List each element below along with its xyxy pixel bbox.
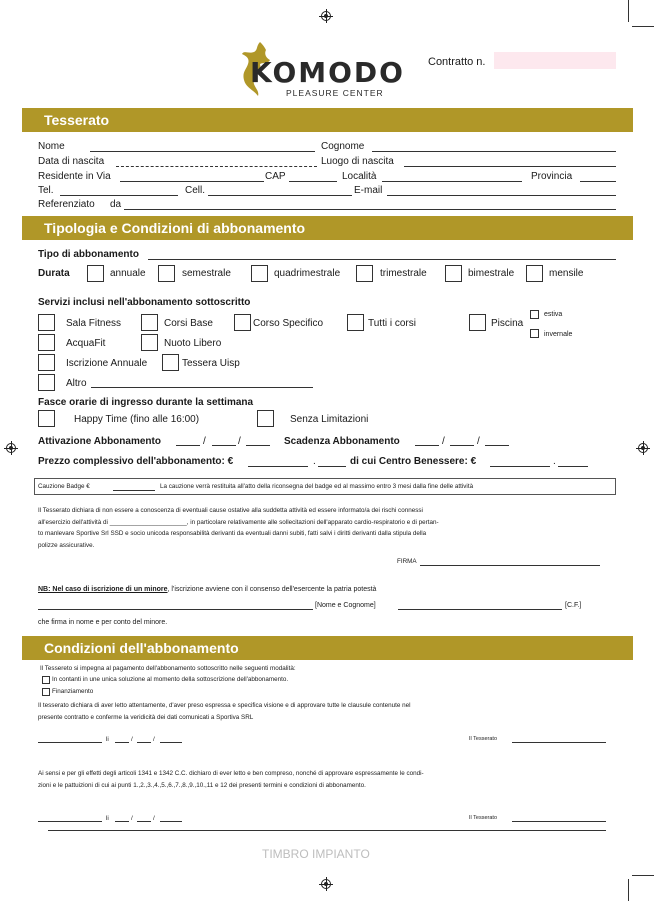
- checkbox-iscrizione-annuale[interactable]: [38, 354, 55, 371]
- prezzo-euro-field[interactable]: [248, 466, 308, 467]
- date-separator: /: [238, 436, 241, 447]
- date-separator: /: [131, 815, 133, 822]
- cauzione-text: La cauzione verrà restituita all'atto della riconsegna del badge ed al massimo entro 3 mesi dalla fine delle attività: [160, 483, 474, 490]
- cell-label: Cell.: [185, 185, 206, 196]
- residente-label: Residente in Via: [38, 171, 111, 182]
- tel-label: Tel.: [38, 185, 54, 196]
- declaration-line: all'esercizio dell'attività di ______________________, in particolare relativamente alle sollecitazioni dell'apparato cardio-respiratorio e di pertan-: [38, 518, 439, 526]
- date-year-1[interactable]: [160, 742, 182, 743]
- cognome-field[interactable]: [372, 151, 616, 152]
- option-tessera-uisp: Tessera Uisp: [182, 358, 240, 369]
- condizioni-intro: Il Tessereto si impegna al pagamento dell'abbonamento sottoscritto nelle seguenti modalità:: [40, 665, 296, 672]
- attivazione-day[interactable]: [176, 445, 200, 446]
- firma-field[interactable]: [420, 565, 600, 566]
- email-label: E-mail: [354, 185, 383, 196]
- tipo-abbonamento-label: Tipo di abbonamento: [38, 249, 139, 260]
- provincia-field[interactable]: [580, 181, 616, 182]
- checkbox-trimestrale[interactable]: [356, 265, 373, 282]
- section-title: Tipologia e Condizioni di abbonamento: [44, 220, 306, 236]
- option-finanziamento: Finanziamento: [52, 688, 94, 695]
- decimal-separator: .: [313, 456, 316, 467]
- date-month-2[interactable]: [137, 821, 151, 822]
- paragraph1: [38, 700, 623, 723]
- durata-label: Durata: [38, 268, 70, 279]
- li-label-2: li: [106, 815, 109, 822]
- tipo-abbonamento-field[interactable]: [148, 259, 616, 260]
- option-semestrale: semestrale: [182, 268, 231, 279]
- place-field-1[interactable]: [38, 742, 102, 743]
- firma-label: FIRMA: [397, 558, 417, 565]
- option-bimestrale: bimestrale: [468, 268, 515, 279]
- checkbox-annuale[interactable]: [87, 265, 104, 282]
- decimal-separator: .: [553, 456, 556, 467]
- checkbox-corsi-base[interactable]: [141, 314, 158, 331]
- checkbox-invernale[interactable]: [530, 329, 539, 338]
- checkbox-contanti[interactable]: [42, 676, 50, 684]
- checkbox-mensile[interactable]: [526, 265, 543, 282]
- da-label: da: [110, 199, 122, 210]
- date-day-2[interactable]: [115, 821, 129, 822]
- checkbox-happy-time[interactable]: [38, 410, 55, 427]
- place-field-2[interactable]: [38, 821, 102, 822]
- referenziato-field[interactable]: [124, 209, 616, 210]
- paragraph-line: Ai sensi e per gli effetti degli articoli 1341 e 1342 C.C. dichiaro di ever letto e ben compreso, nonché di approvare espressamente le condi-: [38, 770, 424, 777]
- centro-label: di cui Centro Benessere: €: [350, 456, 477, 467]
- section-title: Tesserato: [44, 112, 110, 128]
- localita-field[interactable]: [382, 181, 522, 182]
- nome-cognome-label: [Nome e Cognome]: [315, 602, 376, 609]
- tesserato-sign-field-2[interactable]: [512, 821, 606, 822]
- section-title: Condizioni dell'abbonamento: [44, 640, 239, 656]
- crop-mark: [632, 26, 654, 27]
- crop-mark: [628, 879, 629, 901]
- nb-text: , l'iscrizione avviene con il consenso dell'esercente la patria potestà: [167, 586, 377, 593]
- residente-field[interactable]: [120, 181, 264, 182]
- option-tutti-corsi: Tutti i corsi: [368, 318, 416, 329]
- option-estiva: estiva: [544, 311, 563, 318]
- tel-field[interactable]: [60, 195, 178, 196]
- option-trimestrale: trimestrale: [380, 268, 427, 279]
- date-separator: /: [153, 815, 155, 822]
- date-separator: /: [131, 736, 133, 743]
- paragraph-line: zioni e le pattuizioni di cui ai punti 1.,2.,3.,4.,5.,6.,7.,8.,9.,10.,11 e 12 dei presenti termini e condizioni di abbonamento.: [38, 781, 366, 789]
- prezzo-cent-field[interactable]: [318, 466, 346, 467]
- cap-field[interactable]: [289, 181, 337, 182]
- altro-field[interactable]: [91, 387, 313, 388]
- option-invernale: invernale: [544, 331, 573, 338]
- scadenza-day[interactable]: [415, 445, 439, 446]
- centro-cent-field[interactable]: [558, 466, 588, 467]
- tesserato-sign-label-1: Il Tesserato: [469, 736, 498, 742]
- option-iscrizione-annuale: Iscrizione Annuale: [66, 358, 148, 369]
- scadenza-label: Scadenza Abbonamento: [284, 436, 400, 447]
- option-mensile: mensile: [549, 268, 584, 279]
- date-month-1[interactable]: [137, 742, 151, 743]
- localita-label: Località: [342, 171, 377, 182]
- option-piscina: Piscina: [491, 318, 524, 329]
- date-year-2[interactable]: [160, 821, 182, 822]
- brand-logo: [238, 40, 408, 102]
- prezzo-label: Prezzo complessivo dell'abbonamento: €: [38, 456, 234, 467]
- divider: [48, 830, 606, 831]
- declaration-line: Il Tesserato dichiara di non essere a conoscenza di eventuali cause ostative alla suddetta attività ed essere informato/a dei rischi connessi: [38, 507, 423, 514]
- option-annuale: annuale: [110, 268, 146, 279]
- section-header-condizioni: [22, 636, 633, 660]
- cell-field[interactable]: [208, 195, 352, 196]
- option-corsi-base: Corsi Base: [164, 318, 213, 329]
- checkbox-finanziamento[interactable]: [42, 688, 50, 696]
- referenziato-label: Referenziato: [38, 199, 95, 210]
- date-separator: /: [442, 436, 445, 447]
- contract-label: Contratto n.: [428, 56, 486, 68]
- cauzione-field[interactable]: [113, 490, 155, 491]
- option-senza-limitazioni: Senza Limitazioni: [290, 414, 369, 425]
- fasce-label: Fasce orarie di ingresso durante la settimana: [38, 397, 254, 408]
- nb-minore: [38, 586, 376, 593]
- brand-name: KOMODO: [250, 56, 405, 89]
- provincia-label: Provincia: [531, 171, 573, 182]
- cognome-label: Cognome: [321, 141, 365, 152]
- declaration-line: polizze assicurative.: [38, 541, 95, 549]
- tesserato-sign-label-2: Il Tesserato: [469, 815, 498, 821]
- declaration-line: to manlevare Sportive Srl SSD e socio unicoda responsabilità derivanti da eventuali danni subiti, fatti salvi i diritti derivanti dalla stipula della: [38, 530, 427, 537]
- registration-mark-right: [638, 443, 648, 453]
- paragraph2: [38, 768, 623, 791]
- option-happy-time: Happy Time (fino alle 16:00): [74, 414, 200, 425]
- checkbox-acquafit[interactable]: [38, 334, 55, 351]
- minore-nome-field[interactable]: [38, 609, 313, 610]
- checkbox-tutti-corsi[interactable]: [347, 314, 364, 331]
- checkbox-semestrale[interactable]: [158, 265, 175, 282]
- section-header-tesserato: [22, 108, 633, 132]
- option-altro: Altro: [66, 378, 87, 389]
- date-separator: /: [477, 436, 480, 447]
- firma-minore-text: che firma in nome e per conto del minore.: [38, 619, 168, 626]
- registration-mark-left: [6, 443, 16, 453]
- option-sala-fitness: Sala Fitness: [66, 318, 122, 329]
- registration-mark-top: [321, 11, 331, 21]
- checkbox-quadrimestrale[interactable]: [251, 265, 268, 282]
- servizi-label: Servizi inclusi nell'abbonamento sottoscritto: [38, 297, 251, 308]
- checkbox-piscina[interactable]: [469, 314, 486, 331]
- checkbox-sala-fitness[interactable]: [38, 314, 55, 331]
- cauzione-label: Cauzione Badge €: [38, 483, 90, 490]
- option-corso-specifico: Corso Specifico: [253, 318, 324, 329]
- crop-mark: [632, 875, 654, 876]
- luogo-nascita-label: Luogo di nascita: [321, 156, 394, 167]
- checkbox-altro[interactable]: [38, 374, 55, 391]
- scadenza-year[interactable]: [485, 445, 509, 446]
- paragraph-line: Il tesserato dichiara di aver letto attentamente, d'aver preso espressa e specifica visione e di approvare tutte le clausule contenute nel: [38, 702, 411, 709]
- centro-euro-field[interactable]: [490, 466, 550, 467]
- attivazione-year[interactable]: [246, 445, 270, 446]
- attivazione-month[interactable]: [212, 445, 236, 446]
- crop-mark: [628, 0, 629, 22]
- date-separator: /: [153, 736, 155, 743]
- nb-bold: NB: Nel caso di iscrizione di un minore: [38, 586, 168, 593]
- section-header-tipologia: [22, 216, 633, 240]
- data-nascita-label: Data di nascita: [38, 156, 105, 167]
- checkbox-corso-specifico[interactable]: [234, 314, 251, 331]
- checkbox-tessera-uisp[interactable]: [162, 354, 179, 371]
- luogo-nascita-field[interactable]: [404, 166, 616, 167]
- li-label: li: [106, 736, 109, 743]
- brand-tagline: PLEASURE CENTER: [286, 88, 384, 98]
- registration-mark-bottom: [321, 879, 331, 889]
- attivazione-label: Attivazione Abbonamento: [38, 436, 161, 447]
- cf-label: [C.F.]: [565, 602, 582, 609]
- option-quadrimestrale: quadrimestrale: [274, 268, 341, 279]
- checkbox-bimestrale[interactable]: [445, 265, 462, 282]
- declaration-text: [38, 505, 618, 551]
- scadenza-month[interactable]: [450, 445, 474, 446]
- date-separator: /: [203, 436, 206, 447]
- option-contanti: In contanti in une unica soluzione al momento della sottoscrizione dell'abbonamento.: [52, 676, 289, 683]
- option-acquafit: AcquaFit: [66, 338, 106, 349]
- tesserato-sign-field-1[interactable]: [512, 742, 606, 743]
- option-nuoto-libero: Nuoto Libero: [164, 338, 222, 349]
- cap-label: CAP: [265, 171, 286, 182]
- paragraph-line: presente contratto e conferme la veridicità dei dati comunicati a Sportiva SRL: [38, 713, 254, 721]
- timbro-impianto: TIMBRO IMPIANTO: [262, 847, 370, 861]
- nome-field[interactable]: [90, 151, 315, 152]
- checkbox-nuoto-libero[interactable]: [141, 334, 158, 351]
- minore-cf-field[interactable]: [398, 609, 562, 610]
- checkbox-estiva[interactable]: [530, 310, 539, 319]
- contract-number-field[interactable]: [494, 52, 616, 69]
- data-nascita-field[interactable]: [116, 166, 317, 167]
- nome-label: Nome: [38, 141, 65, 152]
- date-day-1[interactable]: [115, 742, 129, 743]
- checkbox-senza-limitazioni[interactable]: [257, 410, 274, 427]
- email-field[interactable]: [387, 195, 616, 196]
